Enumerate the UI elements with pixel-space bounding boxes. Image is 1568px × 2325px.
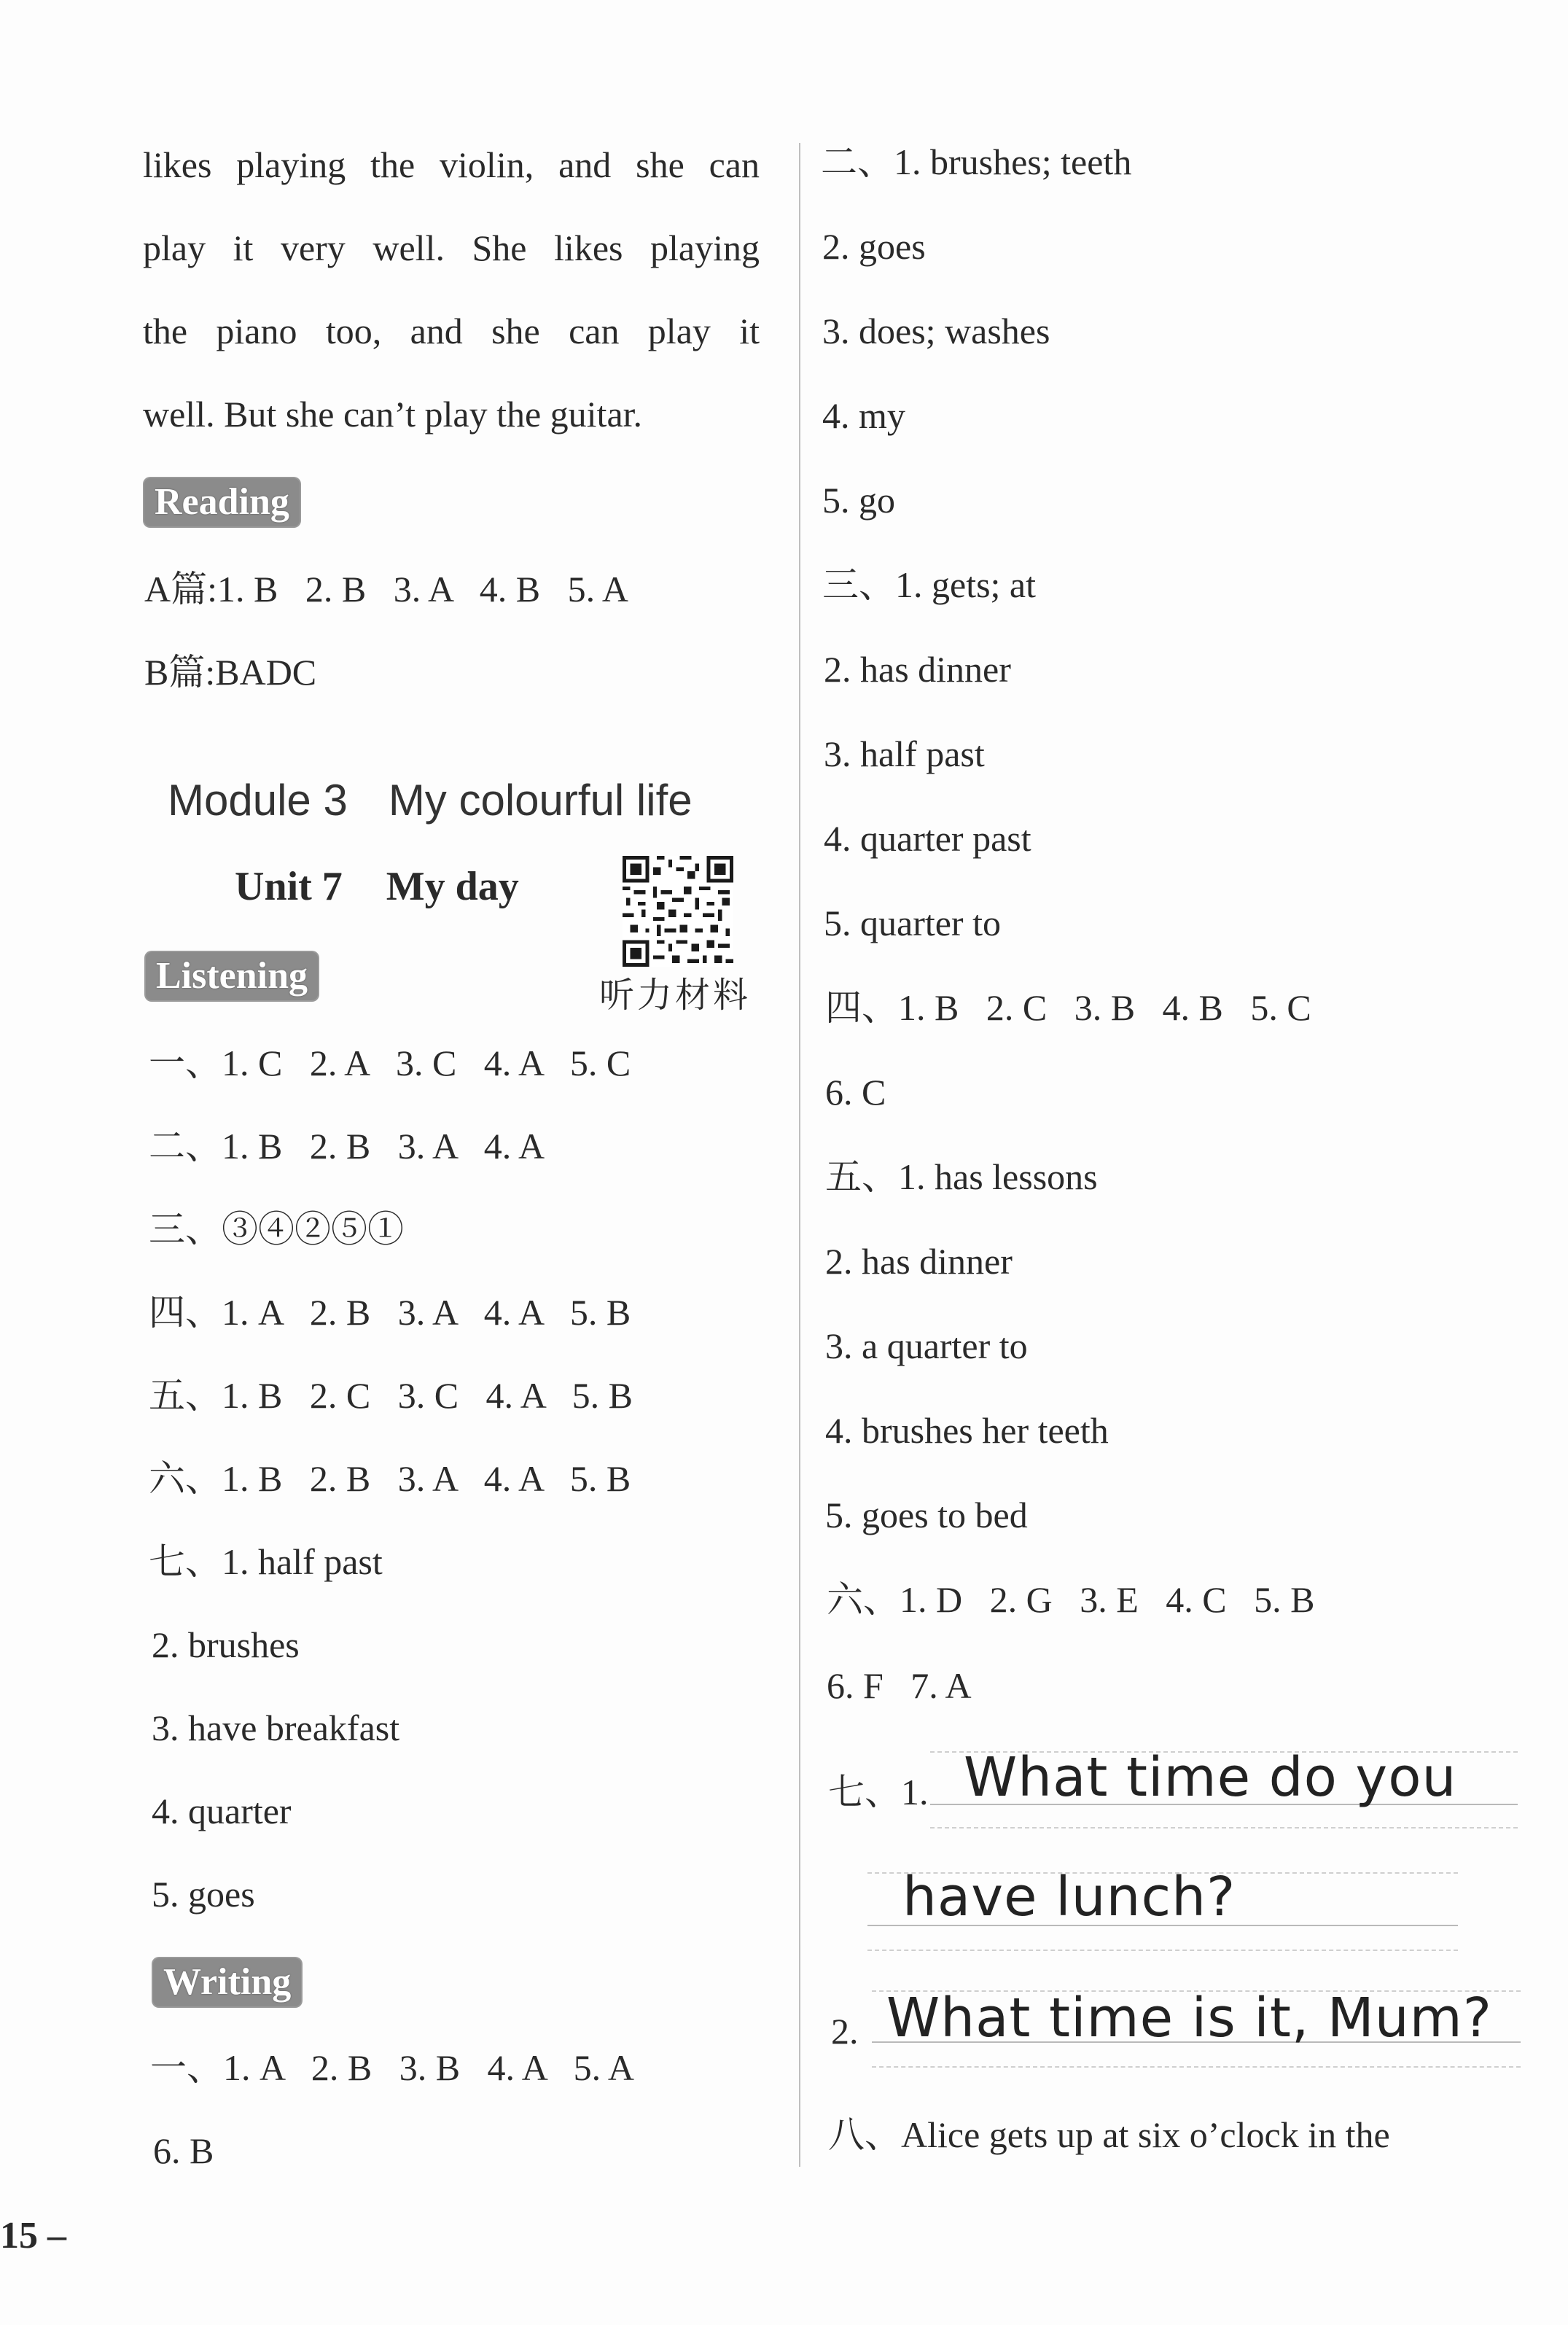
handwritten-answer: What time is it, Mum?	[886, 1987, 1493, 2049]
answer-line: 3. half past	[824, 733, 985, 774]
answer-line: 五、1. has lessons	[825, 1156, 1098, 1197]
answer-line: 5. quarter to	[824, 903, 1001, 943]
answer-line: 2. brushes	[152, 1624, 300, 1665]
answer-line: 三、1. gets; at	[822, 564, 1037, 605]
answer-line: 二、1. brushes; teeth	[821, 141, 1132, 182]
paragraph-line: likes playing the violin, and she can	[143, 144, 760, 185]
answer-line: 4. brushes her teeth	[825, 1410, 1109, 1451]
page-number: 15 –	[0, 2215, 66, 2256]
paragraph-line: play it very well. She likes playing	[143, 227, 760, 268]
unit-name: My day	[386, 864, 519, 909]
column-divider	[799, 143, 800, 2167]
answer-line: 2. has dinner	[824, 649, 1011, 690]
answer-line: 六、1. B 2. B 3. A 4. A 5. B	[149, 1458, 631, 1499]
qr-code-icon	[621, 856, 735, 967]
answer-line: 4. my	[822, 395, 905, 436]
handwritten-answer: have lunch?	[902, 1866, 1236, 1928]
answer-line: 5. go	[822, 480, 895, 521]
answer-line: 六、1. D 2. G 3. E 4. C 5. B	[827, 1579, 1315, 1620]
answer-line: 一、1. A 2. B 3. B 4. A 5. A	[150, 2047, 634, 2088]
answer-line: 6. C	[825, 1072, 886, 1113]
unit-title	[235, 862, 519, 911]
answer-line: 三、③④②⑤①	[149, 1209, 404, 1250]
answer-line: 4. quarter past	[824, 818, 1031, 859]
answer-line: 3. have breakfast	[152, 1707, 400, 1748]
module-name: My colourful life	[388, 776, 693, 825]
answer-line: 2. goes	[822, 226, 926, 267]
reading-section-badge: Reading	[144, 478, 300, 526]
module-title	[168, 774, 693, 827]
ruled-line	[867, 1950, 1458, 1951]
answer-line: 四、1. A 2. B 3. A 4. A 5. B	[149, 1292, 631, 1333]
handwritten-answer: What time do you	[964, 1746, 1457, 1809]
unit-number: Unit 7	[235, 864, 343, 909]
answer-line: 6. F 7. A	[827, 1665, 972, 1706]
answer-line: 3. does; washes	[822, 311, 1050, 351]
answer-line: 6. B	[153, 2130, 214, 2171]
ruled-line	[930, 1827, 1518, 1829]
qr-caption: 听力材料	[599, 976, 752, 1015]
paragraph-line: well. But she can’t play the guitar.	[143, 394, 643, 435]
answer-line: 一、1. C 2. A 3. C 4. A 5. C	[149, 1043, 631, 1083]
question-prefix: 2.	[831, 2011, 859, 2052]
question-prefix: 七、1.	[828, 1772, 929, 1812]
listening-section-badge: Listening	[146, 952, 318, 1000]
answer-line: 二、1. B 2. B 3. A 4. A	[149, 1126, 545, 1167]
answer-line: 七、1. half past	[149, 1541, 383, 1582]
answer-line: B篇:BADC	[144, 652, 317, 693]
answer-line: 5. goes	[152, 1874, 255, 1915]
answer-line: 四、1. B 2. C 3. B 4. B 5. C	[825, 987, 1311, 1028]
writing-section-badge: Writing	[153, 1958, 301, 2006]
answer-line: 五、1. B 2. C 3. C 4. A 5. B	[149, 1375, 633, 1416]
answer-line: 八、Alice gets up at six o’clock in the	[828, 2114, 1390, 2155]
answer-line: A篇:1. B 2. B 3. A 4. B 5. A	[144, 569, 628, 610]
answer-line: 4. quarter	[152, 1791, 292, 1831]
module-number: Module 3	[168, 776, 348, 825]
ruled-line	[872, 2066, 1521, 2068]
paragraph-line: the piano too, and she can play it	[143, 311, 760, 351]
answer-line: 3. a quarter to	[825, 1325, 1028, 1366]
answer-line: 5. goes to bed	[825, 1495, 1028, 1535]
answer-line: 2. has dinner	[825, 1241, 1013, 1282]
